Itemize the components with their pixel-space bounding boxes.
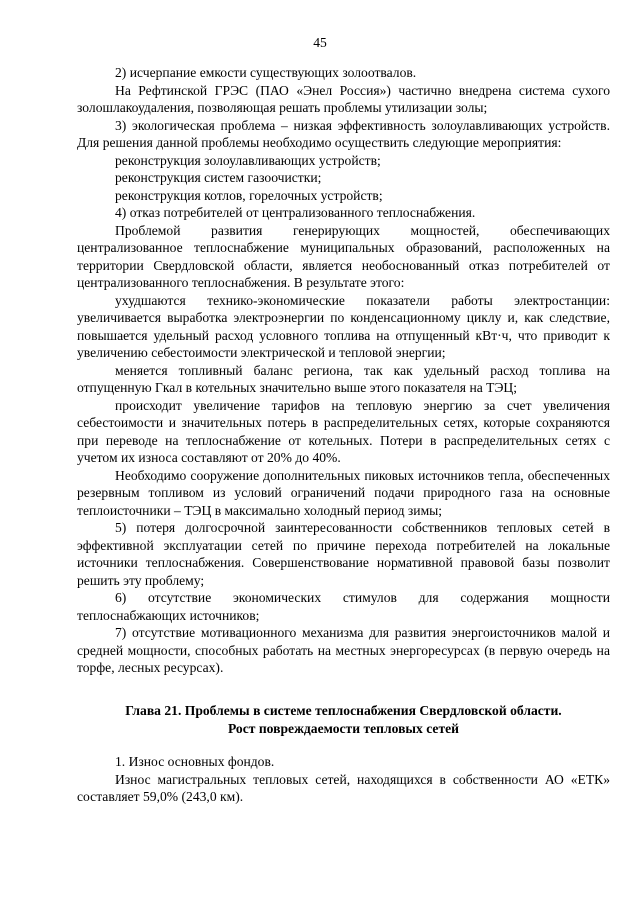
paragraph: 2) исчерпание емкости существующих золоотвалов. — [115, 65, 417, 80]
section-body — [77, 753, 610, 806]
list-item: реконструкция золоулавливающих устройств; — [115, 152, 381, 168]
list-item: реконструкция котлов, горелочных устройств; — [115, 187, 383, 203]
paragraph: 3) экологическая проблема – низкая эффективность золоулавливающих устройств. Для решения данной проблемы необходимо осуществить следующие мероприятия: — [77, 117, 610, 150]
paragraph: 7) отсутствие мотивационного механизма для развития энергоисточников малой и средней мощности, способных работать на местных энергоресурсах (в первую очередь на торфе, лесных ресурсах). — [77, 625, 610, 675]
paragraph: меняется топливный баланс региона, так как удельный расход топлива на отпущенную Гкал в котельных значительно выше этого показателя на ТЭЦ; — [77, 362, 610, 395]
page-number: 45 — [313, 35, 327, 50]
paragraph: Проблемой развития генерирующих мощностей, обеспечивающих централизованное теплоснабжение муниципальных образований, расположенных на территории Свердловской области, является необоснованный отказ потребителей от централизованного теплоснабжения. В результате этого: — [77, 222, 610, 290]
paragraph: ухудшаются технико-экономические показатели работы электростанции: увеличивается выработка электроэнергии по конденсационному циклу и, как следствие, повышается удельный расход условного топлива на отпущенный кВт·ч, что приводит к увеличению себестоимости электрической и тепловой энергии; — [77, 292, 610, 360]
numbered-item: 1. Износ основных фондов. — [115, 754, 275, 769]
body-text — [77, 64, 610, 677]
paragraph: 4) отказ потребителей от централизованного теплоснабжения. — [115, 205, 476, 220]
paragraph: происходит увеличение тарифов на тепловую энергию за счет увеличения себестоимости и значительных потерь в распределительных сетях, которые сохраняются при переводе на теплоснабжение от котельных. Потери в распределительных сетях с учетом их износа составляют от 20% до 40%. — [77, 397, 610, 465]
chapter-title: Глава 21. Проблемы в системе теплоснабжения Свердловской области. — [125, 703, 562, 718]
paragraph: Необходимо сооружение дополнительных пиковых источников тепла, обеспеченных резервным топливом из условий ограничений подачи природного газа на основные теплоисточники – ТЭЦ в максимально холодный период зимы; — [77, 467, 610, 518]
paragraph: 5) потеря долгосрочной заинтересованности собственников тепловых сетей в эффективной эксплуатации сетей по причине перехода потребителей на локальные источники теплоснабжения. Совершенствование нормативной правовой базы позволит решить эту проблему; — [77, 520, 610, 588]
paragraph: Износ магистральных тепловых сетей, находящихся в собственности АО «ЕТК» составляет 59,0% (243,0 км). — [77, 771, 610, 804]
paragraph: На Рефтинской ГРЭС (ПАО «Энел Россия») частично внедрена система сухого золошлакоудаления, позволяющая решать проблемы утилизации золы; — [77, 82, 610, 115]
chapter-subtitle: Рост повреждаемости тепловых сетей — [227, 720, 460, 736]
chapter-heading — [77, 702, 610, 737]
list-item: реконструкция систем газоочистки; — [115, 170, 322, 185]
paragraph: 6) отсутствие экономических стимулов для содержания мощности теплоснабжающих источников; — [77, 590, 610, 623]
